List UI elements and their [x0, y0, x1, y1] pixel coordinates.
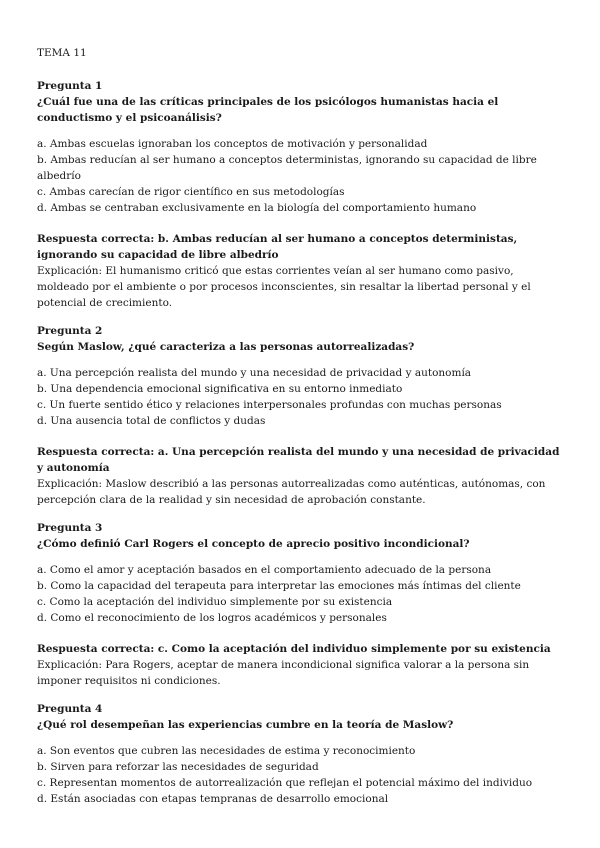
question-number: Pregunta 2	[37, 325, 103, 337]
correct-answer: Respuesta correcta: b. Ambas reducían al ser humano a conceptos deterministas, ignorando su capacidad de libre albedrío	[37, 233, 518, 261]
answer-option: a. Ambas escuelas ignoraban los conceptos de motivación y personalidad	[37, 138, 428, 150]
question-number: Pregunta 1	[37, 80, 103, 92]
answer-option: d. Una ausencia total de conflictos y dudas	[37, 415, 266, 427]
correct-answer: Respuesta correcta: a. Una percepción realista del mundo y una necesidad de privacidad y autonomía	[37, 446, 560, 474]
question-number: Pregunta 4	[37, 703, 103, 715]
answer-option: b. Una dependencia emocional significativa en su entorno inmediato	[37, 383, 403, 395]
question-number: Pregunta 3	[37, 522, 103, 534]
question-text: ¿Qué rol desempeñan las experiencias cumbre en la teoría de Maslow?	[37, 719, 454, 731]
answer-option: a. Una percepción realista del mundo y una necesidad de privacidad y autonomía	[37, 367, 472, 379]
answer-block	[37, 231, 564, 311]
answer-option: c. Un fuerte sentido ético y relaciones interpersonales profundas con muchas personas	[37, 399, 502, 411]
answer-option: c. Como la aceptación del individuo simplemente por su existencia	[37, 596, 393, 608]
answer-option: d. Están asociadas con etapas tempranas de desarrollo emocional	[37, 793, 389, 805]
explanation-text: Explicación: Maslow describió a las personas autorrealizadas como auténticas, autónomas, con percepción clara de la realidad y sin necesidad de aprobación constante.	[37, 478, 546, 506]
answer-option: d. Como el reconocimiento de los logros académicos y personales	[37, 612, 387, 624]
answer-option: a. Como el amor y aceptación basados en el comportamiento adecuado de la persona	[37, 564, 492, 576]
question-text: ¿Cómo definió Carl Rogers el concepto de aprecio positivo incondicional?	[37, 538, 470, 550]
answer-option: c. Representan momentos de autorrealización que reflejan el potencial máximo del individuo	[37, 777, 533, 789]
question-text: ¿Cuál fue una de las críticas principales de los psicólogos humanistas hacia el conductismo y el psicoanálisis?	[37, 96, 499, 124]
answer-option: d. Ambas se centraban exclusivamente en la biología del comportamiento humano	[37, 202, 477, 214]
explanation-text: Explicación: El humanismo criticó que estas corrientes veían al ser humano como pasivo, moldeado por el ambiente o por procesos inconscientes, sin resaltar la libertad personal y el potencial de crecimiento.	[37, 265, 531, 309]
question-block	[37, 701, 564, 807]
answer-block	[37, 641, 564, 689]
answer-block	[37, 444, 564, 508]
question-block	[37, 323, 564, 429]
question-block	[37, 520, 564, 626]
explanation-text: Explicación: Para Rogers, aceptar de manera incondicional significa valorar a la persona sin imponer requisitos ni condiciones.	[37, 659, 530, 687]
answer-option: c. Ambas carecían de rigor científico en sus metodologías	[37, 186, 345, 198]
question-block	[37, 78, 564, 216]
document-title: TEMA 11	[37, 47, 87, 59]
answer-option: b. Como la capacidad del terapeuta para interpretar las emociones más íntimas del cliente	[37, 580, 521, 592]
answer-option: a. Son eventos que cubren las necesidades de estima y reconocimiento	[37, 745, 416, 757]
correct-answer: Respuesta correcta: c. Como la aceptación del individuo simplemente por su existencia	[37, 643, 551, 655]
answer-option: b. Ambas reducían al ser humano a conceptos deterministas, ignorando su capacidad de libre albedrío	[37, 154, 537, 182]
answer-option: b. Sirven para reforzar las necesidades de seguridad	[37, 761, 319, 773]
question-text: Según Maslow, ¿qué caracteriza a las personas autorrealizadas?	[37, 341, 415, 353]
